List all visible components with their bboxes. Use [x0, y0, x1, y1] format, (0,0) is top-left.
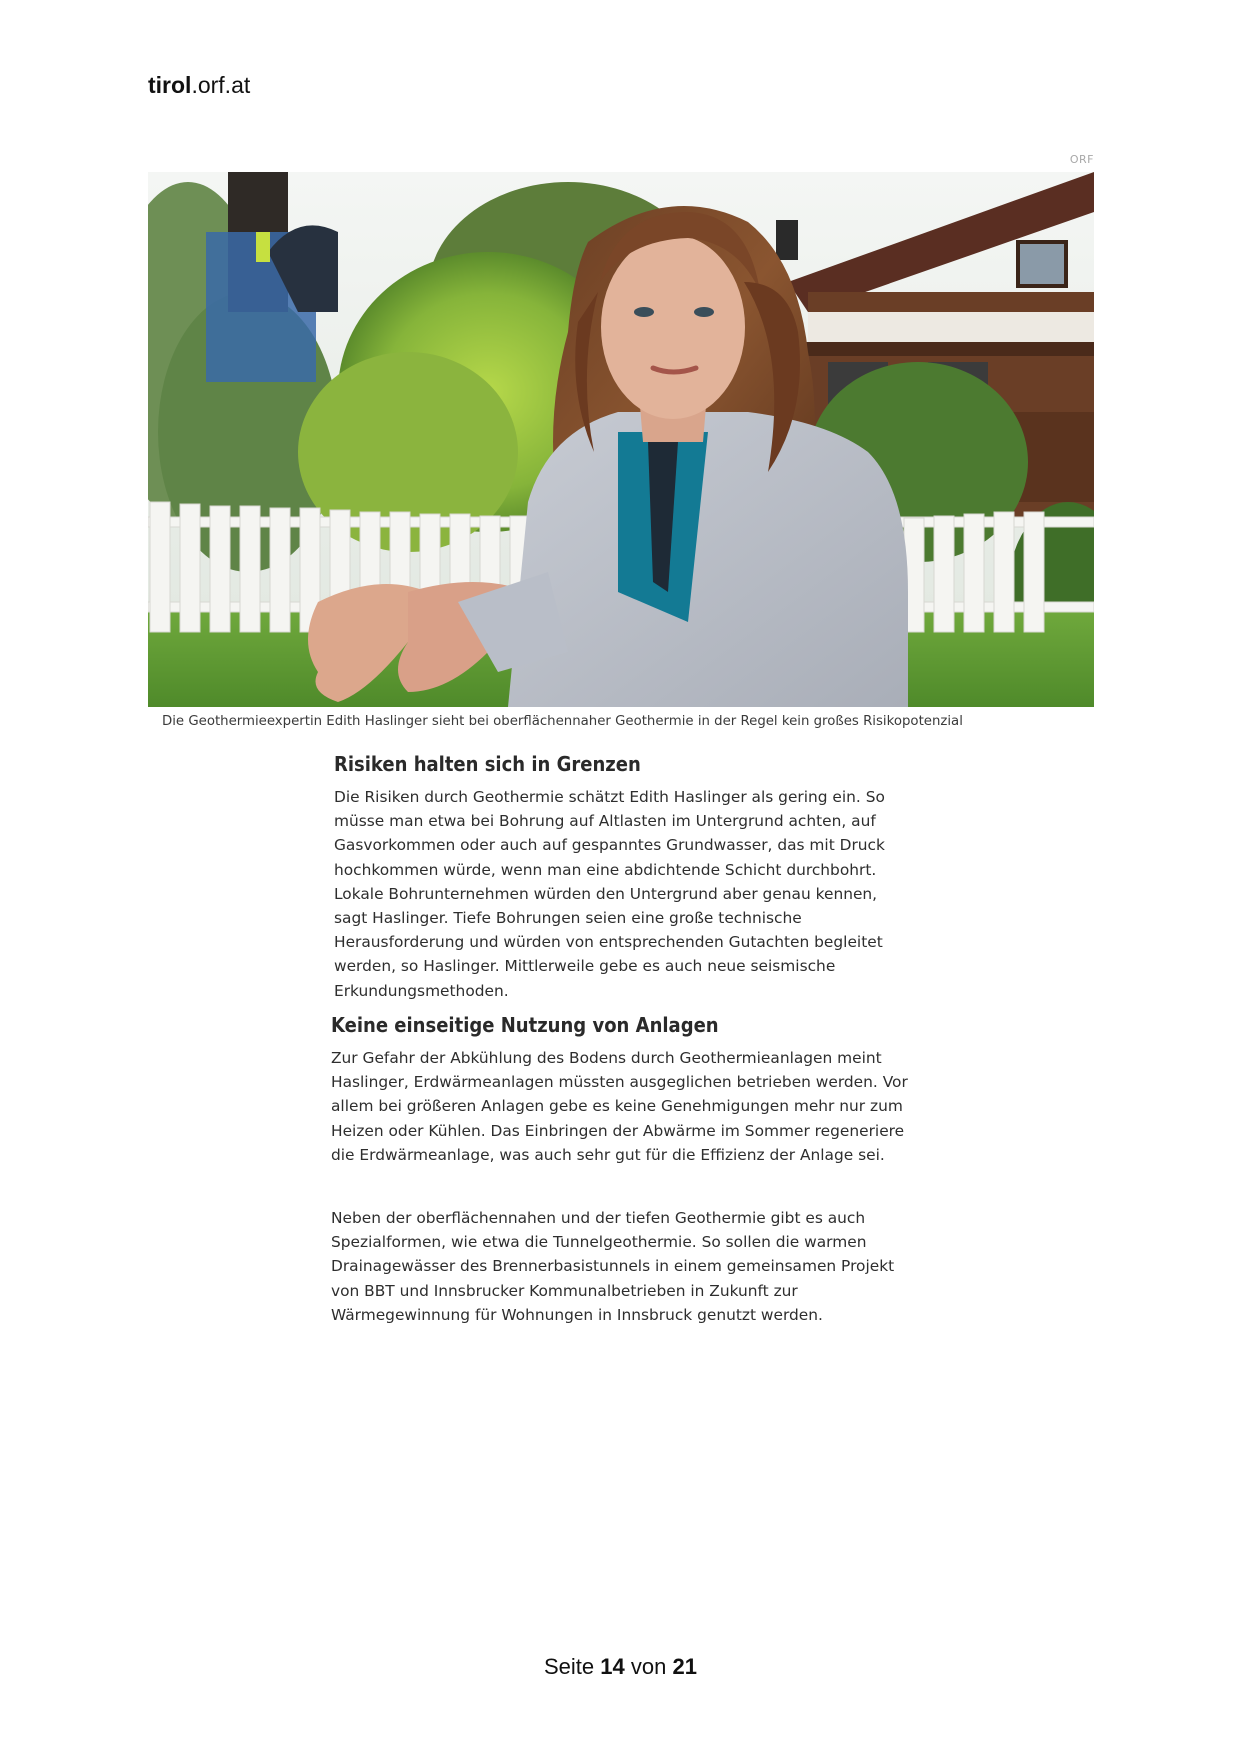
page-label-prefix: Seite [544, 1654, 595, 1679]
photo-credit: ORF [1069, 153, 1094, 166]
page-current: 14 [600, 1654, 625, 1679]
page-label-middle: von [630, 1654, 667, 1679]
section-text-risks: Die Risiken durch Geothermie schätzt Edith Haslinger als gering ein. So müsse man etwa bei Bohrung auf Altlasten im Untergrund achten, auf Gasvorkommen oder auch auf gespanntes Grundwasser, das mit Druck hochkommen würde, wenn man eine abdichtende Schicht durchbohrt. Lokale Bohrunternehmen würden den Untergrund aber genau kennen, sagt Haslinger. Tiefe Bohrungen seien eine große technische Herausforderung und würden von entsprechenden Gutachten begleitet werden, so Haslinger. Mittlerweile gebe es auch neue seismische Erkundungsmethoden. [334, 788, 885, 1000]
page-number [0, 1654, 1241, 1680]
article-photo [148, 172, 1094, 707]
section-heading-risks: Risiken halten sich in Grenzen [334, 752, 641, 776]
page-total: 21 [672, 1654, 697, 1679]
section-heading-usage: Keine einseitige Nutzung von Anlagen [331, 1013, 719, 1037]
site-brand: tirol [148, 72, 192, 98]
section-text-special-forms: Neben der oberflächennahen und der tiefen Geothermie gibt es auch Spezialformen, wie etwa die Tunnelgeothermie. So sollen die warmen Drainagewässer des Brennerbasistunnels in einem gemeinsamen Projekt von BBT und Innsbrucker Kommunalbetrieben in Zukunft zur Wärmegewinnung für Wohnungen in Innsbruck genutzt werden. [331, 1209, 895, 1324]
photo-caption: Die Geothermieexpertin Edith Haslinger sieht bei oberflächennaher Geothermie in der Regel kein großes Risikopotenzial [162, 714, 963, 729]
portrait-photo-icon [148, 172, 1094, 707]
site-domain: .orf.at [191, 72, 251, 98]
section-text-usage: Zur Gefahr der Abkühlung des Bodens durch Geothermieanlagen meint Haslinger, Erdwärmeanlagen müssten ausgeglichen betrieben werden. Vor allem bei größeren Anlagen gebe es keine Genehmigungen mehr nur zum Heizen oder Kühlen. Das Einbringen der Abwärme im Sommer regeneriere die Erdwärmeanlage, was auch sehr gut für die Effizienz der Anlage sei. [331, 1049, 908, 1164]
site-header [148, 72, 250, 99]
